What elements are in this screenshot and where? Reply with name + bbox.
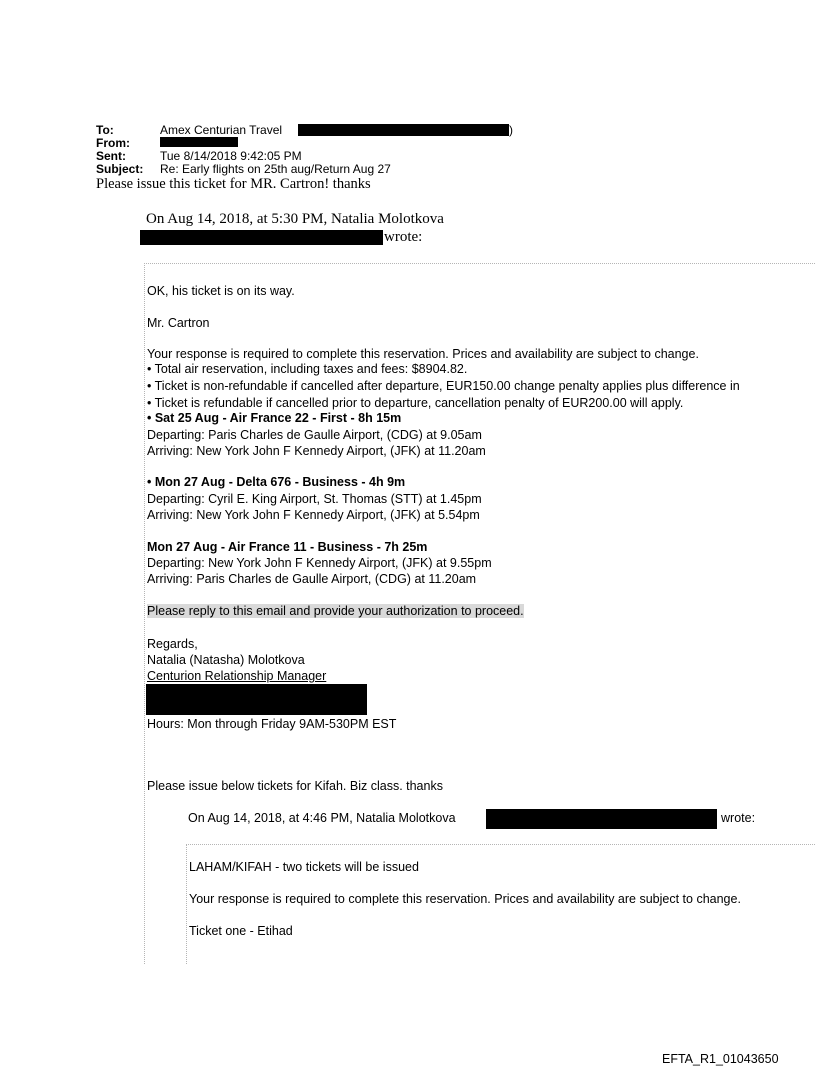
redaction-from [160, 137, 238, 147]
subject-value: Re: Early flights on 25th aug/Return Aug 27 [160, 162, 391, 176]
flight2-title: • Mon 27 Aug - Delta 676 - Business - 4h 9m [147, 475, 406, 489]
regards: Regards, [147, 637, 198, 651]
body-line: Please issue this ticket for MR. Cartron! thanks [96, 176, 371, 192]
sent-label: Sent: [96, 149, 126, 163]
hours: Hours: Mon through Friday 9AM-530PM EST [147, 717, 397, 731]
quote1-attribution: On Aug 14, 2018, at 5:30 PM, Natalia Molotkova [146, 211, 444, 227]
flight2-depart: Departing: Cyril E. King Airport, St. Thomas (STT) at 1.45pm [147, 492, 482, 506]
redaction-quote1-email [140, 230, 383, 245]
to-trailer: ) [509, 123, 513, 137]
to-value: Amex Centurian Travel [160, 123, 283, 137]
quote2-ticket-one: Ticket one - Etihad [189, 924, 293, 938]
quote1-wrote: wrote: [384, 229, 423, 245]
from-label: From: [96, 136, 130, 150]
subject-label: Subject: [96, 162, 144, 176]
flight1-title: • Sat 25 Aug - Air France 22 - First - 8h 15m [147, 411, 402, 425]
redaction-quote2-email [486, 809, 717, 829]
signature-name: Natalia (Natasha) Molotkova [147, 653, 305, 667]
flight3-title: Mon 27 Aug - Air France 11 - Business - 7h 25m [147, 540, 428, 554]
quote2-wrote: wrote: [721, 811, 756, 825]
quote1-name: Mr. Cartron [147, 316, 210, 330]
flight3-arrive: Arriving: Paris Charles de Gaulle Airport, (CDG) at 11.20am [147, 572, 477, 586]
quote1-bullet-3: • Ticket is refundable if cancelled prior to departure, cancellation penalty of EUR200.00 will apply. [147, 396, 684, 410]
doc-id: EFTA_R1_01043650 [662, 1052, 779, 1066]
quote2-laham: LAHAM/KIFAH - two tickets will be issued [189, 860, 419, 874]
flight1-depart: Departing: Paris Charles de Gaulle Airport, (CDG) at 9.05am [147, 428, 482, 442]
kifah-line: Please issue below tickets for Kifah. Biz class. thanks [147, 779, 443, 793]
quote1-bullet-2: • Ticket is non-refundable if cancelled after departure, EUR150.00 change penalty applies plus difference in [147, 379, 740, 393]
signature-title: Centurion Relationship Manager [147, 669, 327, 683]
quote2-response: Your response is required to complete this reservation. Prices and availability are subject to change. [189, 892, 741, 906]
flight3-depart: Departing: New York John F Kennedy Airport, (JFK) at 9.55pm [147, 556, 492, 570]
redaction-to [298, 124, 509, 136]
quote2-attribution: On Aug 14, 2018, at 4:46 PM, Natalia Molotkova [188, 811, 456, 825]
reply-line: Please reply to this email and provide your authorization to proceed. [147, 604, 524, 618]
flight2-arrive: Arriving: New York John F Kennedy Airport, (JFK) at 5.54pm [147, 508, 480, 522]
sent-value: Tue 8/14/2018 9:42:05 PM [160, 149, 302, 163]
redaction-signature [146, 684, 367, 715]
quote1-response: Your response is required to complete this reservation. Prices and availability are subject to change. [147, 347, 699, 361]
flight1-arrive: Arriving: New York John F Kennedy Airport, (JFK) at 11.20am [147, 444, 486, 458]
quote1-on-way: OK, his ticket is on its way. [147, 284, 295, 298]
to-label: To: [96, 123, 114, 137]
quote1-bullet-1: • Total air reservation, including taxes and fees: $8904.82. [147, 362, 468, 376]
